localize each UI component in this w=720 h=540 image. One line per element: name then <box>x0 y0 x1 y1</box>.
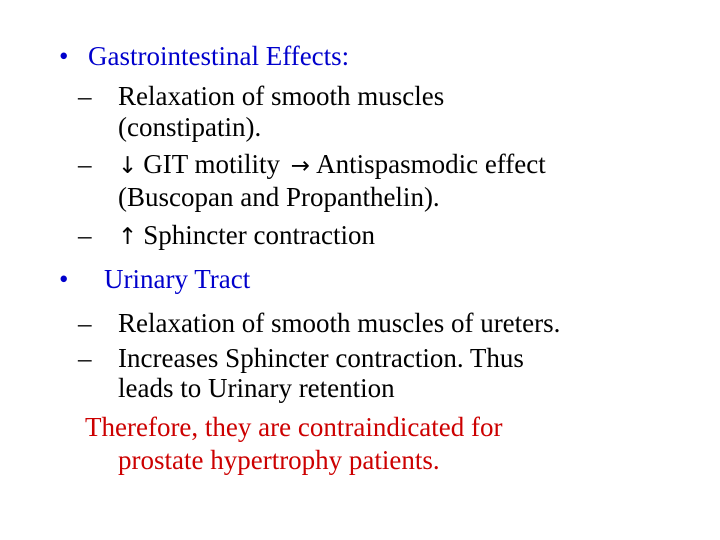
heading-gastrointestinal: Gastrointestinal Effects: <box>88 41 350 71</box>
heading-urinary-tract: Urinary Tract <box>104 264 251 294</box>
dash-sphincter: – <box>78 220 92 250</box>
antispasmodic-label: Antispasmodic effect <box>316 149 546 179</box>
bullet-urinary: • <box>59 264 69 294</box>
dash-relaxation: – <box>78 81 92 111</box>
right-arrow-icon: → <box>290 153 311 179</box>
text-constipation: (constipatin). <box>118 112 262 142</box>
up-arrow-icon: ↑ <box>118 224 138 250</box>
text-urinary-retention: leads to Urinary retention <box>118 373 395 403</box>
text-prostate-hypertrophy: prostate hypertrophy patients. <box>118 445 440 475</box>
text-contraindicated: Therefore, they are contraindicated for <box>85 412 503 442</box>
dash-git-motility: – <box>78 149 92 179</box>
text-git-motility <box>118 147 546 183</box>
sphincter-label: Sphincter contraction <box>143 220 375 250</box>
text-increases-sphincter: Increases Sphincter contraction. Thus <box>118 343 524 373</box>
bullet-gastrointestinal: • <box>59 41 69 71</box>
text-sphincter-contraction <box>118 218 375 254</box>
text-relaxation-ureters: Relaxation of smooth muscles of ureters. <box>118 308 561 338</box>
dash-increases-sphincter: – <box>78 343 92 373</box>
text-relaxation-smooth-muscles: Relaxation of smooth muscles <box>118 81 445 111</box>
text-buscopan: (Buscopan and Propanthelin). <box>118 182 440 212</box>
down-arrow-icon: ↓ <box>118 153 138 179</box>
dash-ureters: – <box>78 308 92 338</box>
git-motility-label: GIT motility <box>143 149 281 179</box>
